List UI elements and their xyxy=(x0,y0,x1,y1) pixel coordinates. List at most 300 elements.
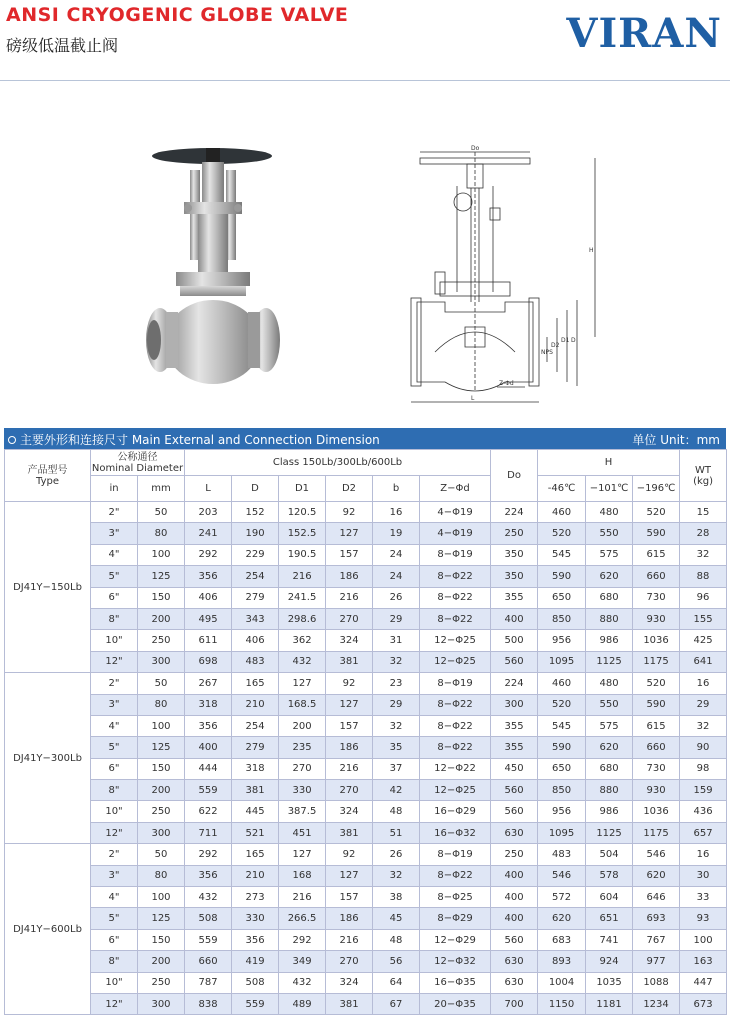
bullet-icon xyxy=(8,436,16,444)
table-cell: 2" xyxy=(91,673,138,694)
table-cell: 425 xyxy=(680,630,727,651)
table-cell: 32 xyxy=(373,715,420,736)
table-cell: 241.5 xyxy=(279,587,326,608)
table-cell: 250 xyxy=(138,801,185,822)
table-cell: 12" xyxy=(91,993,138,1014)
table-cell: 381 xyxy=(326,822,373,843)
table-cell: 8−Φ25 xyxy=(420,887,491,908)
table-cell: 500 xyxy=(491,630,538,651)
table-cell: 330 xyxy=(232,908,279,929)
table-cell: 483 xyxy=(538,844,586,865)
table-cell: 12−Φ25 xyxy=(420,780,491,801)
table-cell: 8−Φ22 xyxy=(420,587,491,608)
table-cell: 241 xyxy=(185,523,232,544)
table-cell: 578 xyxy=(586,865,633,886)
table-cell: 30 xyxy=(680,865,727,886)
table-cell: 381 xyxy=(326,651,373,672)
subheader-cell: b xyxy=(373,476,420,502)
valve-drawing xyxy=(405,142,610,410)
table-cell: 550 xyxy=(586,694,633,715)
table-cell: 560 xyxy=(491,801,538,822)
table-cell: 127 xyxy=(326,523,373,544)
table-cell: 6" xyxy=(91,758,138,779)
table-cell: 324 xyxy=(326,630,373,651)
table-cell: 10" xyxy=(91,801,138,822)
table-cell: 50 xyxy=(138,673,185,694)
dim-l: L xyxy=(471,395,475,402)
table-cell: 8−Φ22 xyxy=(420,566,491,587)
table-cell: 4" xyxy=(91,715,138,736)
table-cell: 520 xyxy=(633,502,680,523)
table-cell: 8−Φ22 xyxy=(420,694,491,715)
table-cell: 23 xyxy=(373,673,420,694)
table-cell: 150 xyxy=(138,587,185,608)
table-cell: 330 xyxy=(279,780,326,801)
table-cell: 450 xyxy=(491,758,538,779)
subheader-row xyxy=(5,476,727,502)
table-cell: 12−Φ32 xyxy=(420,951,491,972)
brand-logo: VIRAN xyxy=(566,10,722,57)
table-cell: 480 xyxy=(586,502,633,523)
table-cell: 483 xyxy=(232,651,279,672)
table-cell: 4−Φ19 xyxy=(420,502,491,523)
table-cell: 8−Φ29 xyxy=(420,908,491,929)
table-cell: 270 xyxy=(326,780,373,801)
table-cell: 1095 xyxy=(538,822,586,843)
dim-npt: NPS xyxy=(541,349,553,356)
unit-label: 单位 Unit：mm xyxy=(632,433,720,447)
table-cell: 32 xyxy=(373,651,420,672)
table-cell: 545 xyxy=(538,715,586,736)
table-cell: 615 xyxy=(633,544,680,565)
table-cell: 127 xyxy=(326,865,373,886)
table-row xyxy=(5,822,727,843)
table-cell: 559 xyxy=(232,993,279,1014)
table-cell: 10" xyxy=(91,630,138,651)
table-cell: 590 xyxy=(633,694,680,715)
table-cell: 730 xyxy=(633,758,680,779)
header-divider xyxy=(0,80,730,81)
table-cell: 630 xyxy=(491,822,538,843)
table-cell: 432 xyxy=(279,651,326,672)
table-cell: 400 xyxy=(491,908,538,929)
table-cell: 98 xyxy=(680,758,727,779)
table-cell: 4" xyxy=(91,544,138,565)
dim-do: Do xyxy=(471,145,480,152)
table-cell: 432 xyxy=(185,887,232,908)
table-cell: 560 xyxy=(491,929,538,950)
table-cell: 24 xyxy=(373,544,420,565)
table-cell: 767 xyxy=(633,929,680,950)
table-cell: 400 xyxy=(491,865,538,886)
table-cell: 620 xyxy=(586,566,633,587)
table-cell: 977 xyxy=(633,951,680,972)
table-row xyxy=(5,566,727,587)
table-cell: 350 xyxy=(491,566,538,587)
page-title: ANSI CRYOGENIC GLOBE VALVE xyxy=(6,4,349,26)
table-cell: 92 xyxy=(326,844,373,865)
table-cell: 8−Φ22 xyxy=(420,715,491,736)
table-cell: 559 xyxy=(185,780,232,801)
table-cell: 157 xyxy=(326,544,373,565)
section-header xyxy=(4,428,726,449)
table-cell: 630 xyxy=(491,951,538,972)
table-cell: 646 xyxy=(633,887,680,908)
dim-zphi: Z-Φd xyxy=(499,380,514,387)
table-cell: 216 xyxy=(279,887,326,908)
table-cell: 419 xyxy=(232,951,279,972)
table-cell: 575 xyxy=(586,544,633,565)
table-cell: 930 xyxy=(633,780,680,801)
table-cell: 125 xyxy=(138,908,185,929)
table-cell: 31 xyxy=(373,630,420,651)
table-cell: 406 xyxy=(232,630,279,651)
table-cell: 521 xyxy=(232,822,279,843)
table-row xyxy=(5,715,727,736)
table-cell: 270 xyxy=(279,758,326,779)
table-cell: 32 xyxy=(373,865,420,886)
table-row xyxy=(5,993,727,1014)
table-cell: 88 xyxy=(680,566,727,587)
table-row xyxy=(5,929,727,950)
dim-d: D xyxy=(571,337,576,344)
table-cell: 838 xyxy=(185,993,232,1014)
table-cell: 168.5 xyxy=(279,694,326,715)
table-cell: 1175 xyxy=(633,651,680,672)
table-cell: 16 xyxy=(680,844,727,865)
table-cell: 575 xyxy=(586,715,633,736)
table-cell: 436 xyxy=(680,801,727,822)
table-row xyxy=(5,951,727,972)
table-cell: 163 xyxy=(680,951,727,972)
table-cell: 216 xyxy=(326,758,373,779)
table-cell: 127 xyxy=(279,844,326,865)
table-cell: 28 xyxy=(680,523,727,544)
table-cell: 80 xyxy=(138,523,185,544)
table-cell: 489 xyxy=(279,993,326,1014)
table-cell: 1088 xyxy=(633,972,680,993)
table-cell: 48 xyxy=(373,929,420,950)
table-cell: 93 xyxy=(680,908,727,929)
table-cell: 673 xyxy=(680,993,727,1014)
table-cell: 165 xyxy=(232,844,279,865)
table-cell: 5" xyxy=(91,908,138,929)
table-cell: 362 xyxy=(279,630,326,651)
table-cell: 210 xyxy=(232,865,279,886)
table-cell: 26 xyxy=(373,587,420,608)
table-cell: 203 xyxy=(185,502,232,523)
table-cell: 604 xyxy=(586,887,633,908)
page-subtitle: 磅级低温截止阀 xyxy=(6,36,119,55)
table-cell: 850 xyxy=(538,780,586,801)
table-cell: 520 xyxy=(538,523,586,544)
table-cell: 850 xyxy=(538,608,586,629)
table-cell: 229 xyxy=(232,544,279,565)
table-cell: 590 xyxy=(633,523,680,544)
table-cell: 125 xyxy=(138,566,185,587)
valve-photo xyxy=(138,142,288,404)
table-cell: 150 xyxy=(138,929,185,950)
table-cell: 630 xyxy=(491,972,538,993)
table-cell: 125 xyxy=(138,737,185,758)
table-row xyxy=(5,673,727,694)
table-cell: 356 xyxy=(185,566,232,587)
subheader-cell: D xyxy=(232,476,279,502)
table-cell: 186 xyxy=(326,566,373,587)
do-header: Do xyxy=(491,450,538,502)
table-cell: 1125 xyxy=(586,822,633,843)
subheader-cell: −196℃ xyxy=(633,476,680,502)
table-cell: 20−Φ35 xyxy=(420,993,491,1014)
wt-header: WT (kg) xyxy=(680,450,727,502)
table-row xyxy=(5,630,727,651)
table-cell: 250 xyxy=(138,630,185,651)
table-row xyxy=(5,887,727,908)
table-cell: 711 xyxy=(185,822,232,843)
table-cell: 300 xyxy=(138,651,185,672)
table-cell: 318 xyxy=(185,694,232,715)
table-row xyxy=(5,908,727,929)
table-cell: 355 xyxy=(491,737,538,758)
type-cell: DJ41Y−600Lb xyxy=(5,844,91,1015)
section-title: 主要外形和连接尺寸 Main External and Connection Dimension xyxy=(20,433,380,447)
subheader-cell: D1 xyxy=(279,476,326,502)
table-cell: 986 xyxy=(586,630,633,651)
dim-h: H xyxy=(589,247,594,254)
table-cell: 279 xyxy=(232,587,279,608)
table-row xyxy=(5,972,727,993)
table-cell: 381 xyxy=(326,993,373,1014)
table-row xyxy=(5,651,727,672)
table-cell: 292 xyxy=(185,844,232,865)
table-cell: 660 xyxy=(633,566,680,587)
table-cell: 35 xyxy=(373,737,420,758)
table-cell: 460 xyxy=(538,673,586,694)
table-cell: 508 xyxy=(232,972,279,993)
table-cell: 8−Φ19 xyxy=(420,673,491,694)
table-cell: 250 xyxy=(491,523,538,544)
table-cell: 270 xyxy=(326,608,373,629)
table-cell: 159 xyxy=(680,780,727,801)
table-cell: 545 xyxy=(538,544,586,565)
table-cell: 2" xyxy=(91,844,138,865)
table-cell: 590 xyxy=(538,566,586,587)
table-cell: 349 xyxy=(279,951,326,972)
table-cell: 1004 xyxy=(538,972,586,993)
table-row xyxy=(5,844,727,865)
table-cell: 292 xyxy=(279,929,326,950)
table-cell: 924 xyxy=(586,951,633,972)
table-row xyxy=(5,523,727,544)
table-cell: 190 xyxy=(232,523,279,544)
table-cell: 559 xyxy=(185,929,232,950)
table-cell: 45 xyxy=(373,908,420,929)
table-cell: 100 xyxy=(138,544,185,565)
table-cell: 16−Φ32 xyxy=(420,822,491,843)
table-cell: 387.5 xyxy=(279,801,326,822)
table-cell: 120.5 xyxy=(279,502,326,523)
table-row xyxy=(5,587,727,608)
table-row xyxy=(5,801,727,822)
table-cell: 50 xyxy=(138,844,185,865)
table-cell: 447 xyxy=(680,972,727,993)
table-cell: 29 xyxy=(680,694,727,715)
table-cell: 12−Φ25 xyxy=(420,630,491,651)
table-cell: 250 xyxy=(138,972,185,993)
table-cell: 216 xyxy=(279,566,326,587)
table-cell: 12" xyxy=(91,822,138,843)
table-cell: 893 xyxy=(538,951,586,972)
type-header: 产品型号 Type xyxy=(5,450,91,502)
table-cell: 432 xyxy=(279,972,326,993)
table-cell: 620 xyxy=(538,908,586,929)
table-cell: 90 xyxy=(680,737,727,758)
table-cell: 620 xyxy=(586,737,633,758)
subheader-cell: L xyxy=(185,476,232,502)
table-cell: 300 xyxy=(491,694,538,715)
table-cell: 508 xyxy=(185,908,232,929)
table-cell: 1181 xyxy=(586,993,633,1014)
table-cell: 48 xyxy=(373,801,420,822)
table-cell: 2" xyxy=(91,502,138,523)
table-cell: 572 xyxy=(538,887,586,908)
table-cell: 127 xyxy=(279,673,326,694)
table-cell: 1036 xyxy=(633,801,680,822)
table-row xyxy=(5,758,727,779)
table-body xyxy=(5,502,727,1015)
table-cell: 8−Φ22 xyxy=(420,737,491,758)
dim-d2: D2 xyxy=(551,342,560,349)
table-cell: 615 xyxy=(633,715,680,736)
table-cell: 560 xyxy=(491,651,538,672)
type-cell: DJ41Y−300Lb xyxy=(5,673,91,844)
table-cell: 356 xyxy=(185,865,232,886)
table-cell: 150 xyxy=(138,758,185,779)
table-cell: 560 xyxy=(491,780,538,801)
table-row xyxy=(5,544,727,565)
table-row xyxy=(5,694,727,715)
h-header: H xyxy=(538,450,680,476)
table-cell: 680 xyxy=(586,587,633,608)
table-cell: 700 xyxy=(491,993,538,1014)
table-cell: 33 xyxy=(680,887,727,908)
dimension-table xyxy=(4,449,727,1015)
table-cell: 267 xyxy=(185,673,232,694)
table-cell: 693 xyxy=(633,908,680,929)
table-cell: 641 xyxy=(680,651,727,672)
table-cell: 5" xyxy=(91,737,138,758)
table-cell: 6" xyxy=(91,587,138,608)
table-cell: 100 xyxy=(138,887,185,908)
table-cell: 32 xyxy=(680,544,727,565)
table-cell: 1150 xyxy=(538,993,586,1014)
table-cell: 355 xyxy=(491,587,538,608)
table-cell: 29 xyxy=(373,608,420,629)
table-cell: 37 xyxy=(373,758,420,779)
table-cell: 1095 xyxy=(538,651,586,672)
table-cell: 15 xyxy=(680,502,727,523)
table-cell: 406 xyxy=(185,587,232,608)
table-cell: 29 xyxy=(373,694,420,715)
table-cell: 51 xyxy=(373,822,420,843)
subheader-cell: mm xyxy=(138,476,185,502)
table-cell: 224 xyxy=(491,502,538,523)
table-cell: 96 xyxy=(680,587,727,608)
table-cell: 200 xyxy=(138,780,185,801)
table-cell: 157 xyxy=(326,715,373,736)
table-cell: 1125 xyxy=(586,651,633,672)
table-cell: 186 xyxy=(326,908,373,929)
table-row xyxy=(5,737,727,758)
table-cell: 590 xyxy=(538,737,586,758)
table-cell: 4−Φ19 xyxy=(420,523,491,544)
table-cell: 12" xyxy=(91,651,138,672)
table-cell: 460 xyxy=(538,502,586,523)
table-cell: 165 xyxy=(232,673,279,694)
table-cell: 787 xyxy=(185,972,232,993)
table-cell: 495 xyxy=(185,608,232,629)
table-cell: 8" xyxy=(91,951,138,972)
table-cell: 266.5 xyxy=(279,908,326,929)
table-cell: 650 xyxy=(538,587,586,608)
table-cell: 698 xyxy=(185,651,232,672)
table-cell: 650 xyxy=(538,758,586,779)
table-cell: 880 xyxy=(586,780,633,801)
table-cell: 355 xyxy=(491,715,538,736)
table-cell: 200 xyxy=(138,608,185,629)
table-cell: 298.6 xyxy=(279,608,326,629)
table-cell: 12−Φ29 xyxy=(420,929,491,950)
table-cell: 741 xyxy=(586,929,633,950)
table-cell: 444 xyxy=(185,758,232,779)
table-cell: 250 xyxy=(491,844,538,865)
table-cell: 730 xyxy=(633,587,680,608)
table-cell: 350 xyxy=(491,544,538,565)
table-cell: 127 xyxy=(326,694,373,715)
table-cell: 956 xyxy=(538,630,586,651)
class-header: Class 150Lb/300Lb/600Lb xyxy=(185,450,491,476)
table-cell: 92 xyxy=(326,673,373,694)
table-cell: 155 xyxy=(680,608,727,629)
table-cell: 520 xyxy=(633,673,680,694)
table-cell: 986 xyxy=(586,801,633,822)
table-cell: 680 xyxy=(586,758,633,779)
table-row xyxy=(5,780,727,801)
table-cell: 270 xyxy=(326,951,373,972)
table-cell: 216 xyxy=(326,929,373,950)
subheader-cell: D2 xyxy=(326,476,373,502)
table-cell: 3" xyxy=(91,694,138,715)
table-cell: 50 xyxy=(138,502,185,523)
table-cell: 100 xyxy=(680,929,727,950)
table-cell: 8" xyxy=(91,608,138,629)
table-cell: 8−Φ19 xyxy=(420,844,491,865)
table-cell: 1035 xyxy=(586,972,633,993)
table-cell: 930 xyxy=(633,608,680,629)
table-cell: 657 xyxy=(680,822,727,843)
nominal-header: 公称通径 Nominal Diameter xyxy=(91,451,184,474)
table-cell: 660 xyxy=(633,737,680,758)
table-cell: 210 xyxy=(232,694,279,715)
table-cell: 19 xyxy=(373,523,420,544)
table-cell: 400 xyxy=(491,887,538,908)
table-cell: 520 xyxy=(538,694,586,715)
table-cell: 1175 xyxy=(633,822,680,843)
table-cell: 42 xyxy=(373,780,420,801)
table-cell: 92 xyxy=(326,502,373,523)
table-cell: 254 xyxy=(232,566,279,587)
table-cell: 4" xyxy=(91,887,138,908)
